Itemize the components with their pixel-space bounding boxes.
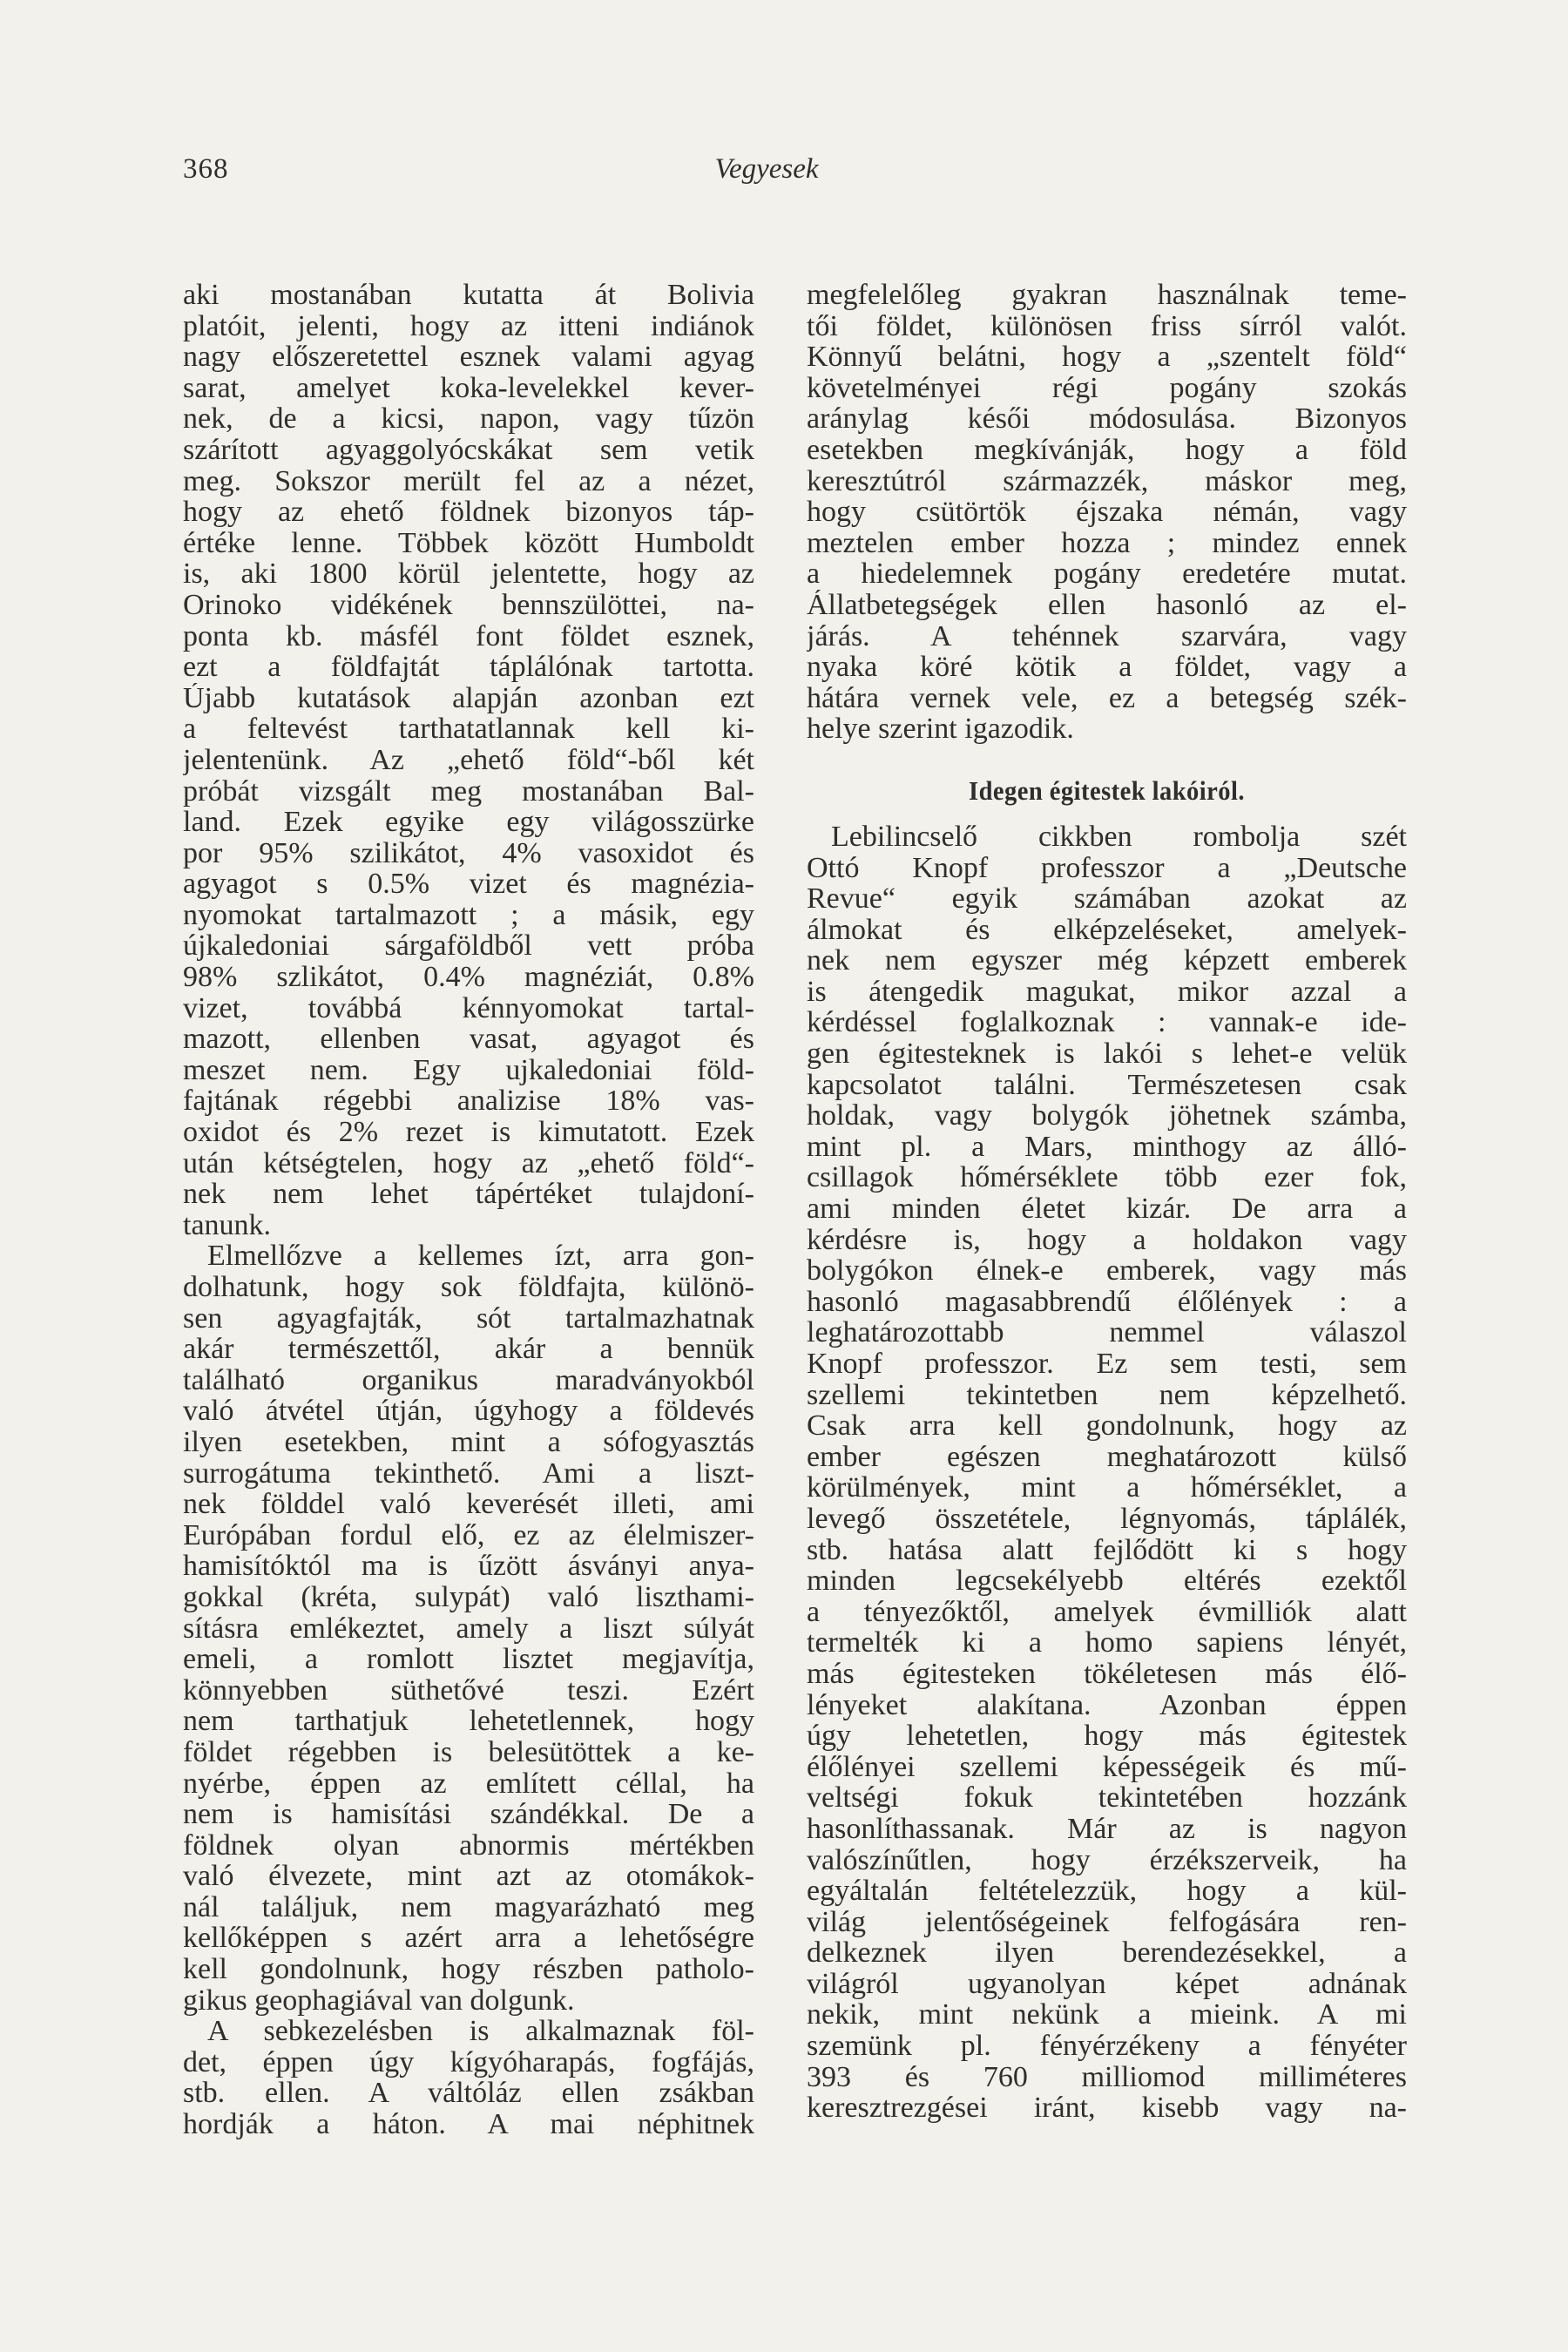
text-line: agyagot s 0.5% vizet és magnézia- [183,868,754,900]
text-line: körülmények, mint a hőmérséklet, a [807,1472,1407,1504]
text-line: hogy csütörtök éjszaka némán, vagy [807,497,1407,528]
paragraph [183,280,754,1240]
text-line: Csak arra kell gondolnunk, hogy az [807,1410,1407,1442]
text-line: hátára vernek vele, ez a betegség szék- [807,682,1407,714]
text-line: Ottó Knopf professzor a „Deutsche [807,852,1407,884]
text-line: land. Ezek egyike egy világosszürke [183,807,754,838]
text-line: Elmellőzve a kellemes ízt, arra gon- [207,1240,754,1272]
text-line: nagy előszeretettel esznek valami agyag [183,341,754,373]
text-line: csillagok hőmérséklete több ezer fok, [807,1162,1407,1194]
text-line: hamisítóktól ma is űzött ásványi anya- [183,1551,754,1582]
text-line: Könnyű belátni, hogy a „szentelt föld“ [807,341,1407,373]
text-line: nek nem lehet tápértéket tulajdoní- [183,1179,754,1210]
text-line: a hiedelemnek pogány eredetére mutat. [807,558,1407,590]
text-line: sen agyagfajták, sót tartalmazhatnak [183,1302,754,1335]
text-line: meztelen ember hozza ; mindez ennek [807,527,1407,559]
text-line: élőlényei szellemi képességeik és mű- [807,1751,1407,1783]
text-line: földnek olyan abnormis mértékben [183,1829,754,1862]
text-line: valószínűtlen, hogy érzékszerveik, ha [807,1844,1407,1876]
text-line: meg. Sokszor merült fel az a nézet, [183,465,754,497]
text-line: ember egészen meghatározott külső [807,1441,1407,1473]
text-line: nál találjuk, nem magyarázható meg [183,1891,754,1923]
text-line: is, aki 1800 körül jelentette, hogy az [183,558,754,590]
paragraph [807,821,1407,2124]
text-line: aránylag késői módosulása. Bizonyos [807,403,1407,435]
text-line: jelentenünk. Az „ehető föld“-ből két [183,744,754,776]
text-line: hogy az ehető földnek bizonyos táp- [183,497,754,528]
text-line: Knopf professzor. Ez sem testi, sem [807,1348,1407,1380]
text-line: tői földet, különösen friss sírról valót. [807,310,1407,342]
text-line: fajtának régebbi analizise 18% vas- [183,1085,754,1118]
text-line: nekik, mint nekünk a mieink. A mi [807,1999,1407,2031]
text-line: nek földdel való keverését illeti, ami [183,1489,754,1520]
text-line: más égitesteken tökéletesen más élő- [807,1658,1407,1690]
text-line: újkaledoniai sárgaföldből vett próba [183,930,754,963]
text-line: próbát vizsgált meg mostanában Bal- [183,775,754,808]
text-line: könnyebben süthetővé teszi. Ezért [183,1674,754,1707]
text-line: tanunk. [183,1209,272,1241]
text-line: esetekben megkívánják, hogy a föld [807,434,1407,466]
text-line: helye szerint igazodik. [807,713,1074,745]
text-line: úgy lehetetlen, hogy más égitestek [807,1720,1407,1752]
text-line: stb. hatása alatt fejlődött ki s hogy [807,1534,1407,1566]
text-line: stb. ellen. A váltóláz ellen zsákban [183,2078,754,2110]
text-line: megfelelőleg gyakran használnak teme- [807,280,1407,311]
paragraph [807,280,1407,745]
text-line: ilyen esetekben, mint a sófogyasztás [183,1426,754,1458]
text-line: szemünk pl. fényérzékeny a fényéter [807,2031,1407,2062]
text-line: termelték ki a homo sapiens lényét, [807,1627,1407,1659]
text-line: való élvezete, mint azt az otomákok- [183,1861,754,1892]
text-line: keresztrezgései iránt, kisebb vagy na- [807,2092,1407,2124]
text-line: Orinoko vidékének bennszülöttei, na- [183,589,754,621]
running-title: Vegyesek [714,153,819,185]
text-line: szellemi tekintetben nem képzelhető. [807,1379,1407,1411]
text-line: földet régebben is belesütöttek a ke- [183,1736,754,1768]
text-line: keresztútról származzék, máskor meg, [807,465,1407,497]
text-line: után kétségtelen, hogy az „ehető föld“- [183,1147,754,1179]
paragraph [183,2016,754,2139]
text-line: szárított agyaggolyócskákat sem vetik [183,434,754,466]
text-line: aki mostanában kutatta át Bolivia [183,280,754,311]
text-line: követelményei régi pogány szokás [807,372,1407,404]
text-line: 98% szlikátot, 0.4% magnéziát, 0.8% [183,962,754,993]
text-line: gikus geophagiával van dolgunk. [183,1984,575,2017]
text-line: nem tarthatjuk lehetetlennek, hogy [183,1706,754,1737]
text-line: Revue“ egyik számában azokat az [807,883,1407,915]
paragraph [183,1240,754,2016]
text-line: egyáltalán feltételezzük, hogy a kül- [807,1876,1407,1907]
text-line: kellőképpen s azért arra a lehetőségre [183,1923,754,1955]
section-heading: Idegen égitestek lakóiról. [969,774,1245,806]
text-line: bolygókon élnek-e emberek, vagy más [807,1255,1407,1287]
right-column [807,280,1407,2124]
text-line: minden legcsekélyebb eltérés ezektől [807,1565,1407,1597]
text-line: Újabb kutatások alapján azonban ezt [183,682,754,714]
left-column [183,280,754,2140]
text-line: nyomokat tartalmazott ; a másik, egy [183,899,754,931]
text-line: 393 és 760 milliomod milliméteres [807,2061,1407,2093]
text-line: Állatbetegségek ellen hasonló az el- [807,589,1407,621]
text-line: ezt a földfajtát táplálónak tartotta. [183,652,754,683]
text-line: gen égitesteknek is lakói s lehet-e velük [807,1038,1407,1070]
text-line: holdak, vagy bolygók jöhetnek számba, [807,1100,1407,1132]
text-line: veltségi fokuk tekintetében hozzánk [807,1782,1407,1814]
text-line: vizet, továbbá kénnyomokat tartal- [183,992,754,1024]
text-line: dolhatunk, hogy sok földfajta, különö- [183,1272,754,1303]
text-line: kérdéssel foglalkoznak : vannak-e ide- [807,1007,1407,1039]
text-line: delkeznek ilyen berendezésekkel, a [807,1937,1407,1969]
text-line: nyérbe, éppen az említett céllal, ha [183,1767,754,1800]
text-line: meszet nem. Egy ujkaledoniai föld- [183,1054,754,1086]
page-number: 368 [183,153,229,185]
text-line: mazott, ellenben vasat, agyagot és [183,1024,754,1055]
text-line: nek, de a kicsi, napon, vagy tűzön [183,403,754,435]
text-line: platóit, jelenti, hogy az itteni indiánok [183,310,754,342]
text-line: a feltevést tarthatatlannak kell ki- [183,713,754,745]
text-line: ponta kb. másfél font földet esznek, [183,620,754,652]
text-line: leghatározottabb nemmel válaszol [807,1317,1407,1348]
text-line: értéke lenne. Többek között Humboldt [183,527,754,559]
text-line: emeli, a romlott lisztet megjavítja, [183,1644,754,1675]
text-line: járás. A tehénnek szarvára, vagy [807,620,1407,652]
text-line: hasonlíthassanak. Már az is nagyon [807,1813,1407,1845]
text-line: mint pl. a Mars, minthogy az álló- [807,1131,1407,1163]
text-line: sarat, amelyet koka-levelekkel kever- [183,372,754,404]
text-line: álmokat és elképzeléseket, amelyek- [807,914,1407,946]
text-line: hordják a háton. A mai néphitnek [183,2109,754,2140]
text-line: kell gondolnunk, hogy részben patholo- [183,1954,754,1985]
text-line: gokkal (kréta, sulypát) való liszthami- [183,1581,754,1613]
text-line: nek nem egyszer még képzett emberek [807,945,1407,977]
text-line: lényeket alakítana. Azonban éppen [807,1689,1407,1721]
text-line: sításra emlékeztet, amely a liszt súlyát [183,1612,754,1645]
text-line: akár természettől, akár a bennük [183,1334,754,1365]
text-line: világról ugyanolyan képet adnának [807,1968,1407,2000]
text-line: por 95% szilikátot, 4% vasoxidot és [183,837,754,869]
text-line: a tényezőktől, amelyek évmilliók alatt [807,1596,1407,1628]
text-line: det, éppen úgy kígyóharapás, fogfájás, [183,2046,754,2078]
text-line: Európában fordul elő, ez az élelmiszer- [183,1519,754,1551]
text-line: ami minden életet kizár. De arra a [807,1193,1407,1225]
text-line: való átvétel útján, úgyhogy a földevés [183,1396,754,1427]
text-line: oxidot és 2% rezet is kimutatott. Ezek [183,1117,754,1148]
text-line: A sebkezelésben is alkalmaznak föl- [207,2016,754,2047]
text-line: kapcsolatot találni. Természetesen csak [807,1069,1407,1101]
text-line: nyaka köré kötik a földet, vagy a [807,652,1407,683]
text-line: hasonló magasabbrendű élőlények : a [807,1286,1407,1318]
text-line: surrogátuma tekinthető. Ami a liszt- [183,1457,754,1490]
text-line: is átengedik magukat, mikor azzal a [807,976,1407,1008]
text-line: kérdésre is, hogy a holdakon vagy [807,1224,1407,1256]
text-line: világ jelentőségeinek felfogására ren- [807,1906,1407,1938]
text-line: levegő összetétele, légnyomás, táplálék, [807,1503,1407,1535]
text-line: Lebilincselő cikkben rombolja szét [831,821,1407,853]
text-line: nem is hamisítási szándékkal. De a [183,1799,754,1830]
text-line: található organikus maradványokból [183,1364,754,1396]
